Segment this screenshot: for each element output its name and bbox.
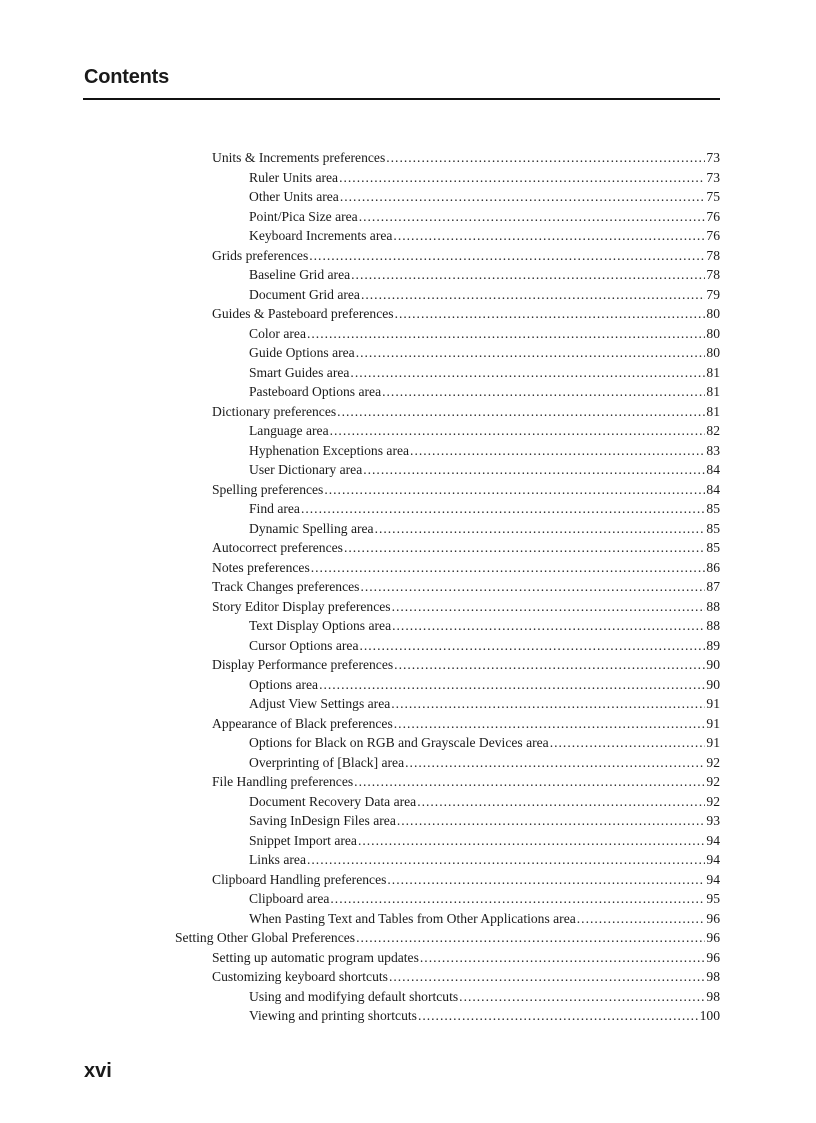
- toc-entry-title: Cursor Options area: [249, 637, 359, 653]
- dot-leader: [387, 870, 705, 890]
- toc-entry: [212, 304, 720, 324]
- toc-entry-title: Smart Guides area: [249, 364, 350, 380]
- toc-entry: [249, 889, 720, 909]
- toc-entry-title: Pasteboard Options area: [249, 384, 382, 399]
- toc-entry: [212, 870, 720, 890]
- toc-entry: [249, 499, 720, 519]
- toc-entry-page: 94: [706, 871, 720, 887]
- toc-entry-title: Dictionary preferences: [212, 403, 337, 419]
- dot-leader: [301, 499, 705, 519]
- toc-entry-page: 92: [706, 774, 720, 789]
- toc-entry-title: Spelling preferences: [212, 481, 324, 497]
- toc-entry-title: Story Editor Display preferences: [212, 598, 391, 614]
- toc-entry-title: Appearance of Black preferences: [212, 715, 393, 731]
- toc-entry-page: 81: [706, 403, 720, 419]
- toc-entry-title: Ruler Units area: [249, 169, 339, 185]
- toc-entry-title: User Dictionary area: [249, 462, 363, 477]
- toc-entry: [249, 519, 720, 539]
- toc-entry-page: 79: [706, 286, 720, 302]
- toc-entry-page: 76: [706, 228, 720, 243]
- dot-leader: [360, 577, 705, 597]
- toc-entry: [249, 285, 720, 305]
- toc-entry-title: Using and modifying default shortcuts: [249, 988, 459, 1004]
- dot-leader: [577, 909, 706, 929]
- toc-entry-title: Keyboard Increments area: [249, 228, 393, 243]
- toc-entry-title: Text Display Options area: [249, 618, 392, 633]
- toc-entry-title: Links area: [249, 852, 306, 867]
- toc-entry-page: 83: [706, 442, 720, 458]
- dot-leader: [337, 402, 705, 422]
- dot-leader: [392, 597, 706, 617]
- toc-entry-page: 80: [706, 306, 720, 321]
- toc-entry-title: Options for Black on RGB and Grayscale Devices area: [249, 735, 549, 750]
- toc-entry: [212, 402, 720, 422]
- toc-entry-title: Overprinting of [Black] area: [249, 754, 405, 770]
- toc-entry: [249, 987, 720, 1007]
- toc-entry: [212, 948, 720, 968]
- toc-entry-page: 84: [706, 481, 720, 497]
- toc-entry-page: 94: [706, 852, 720, 867]
- dot-leader: [340, 187, 706, 207]
- dot-leader: [550, 733, 706, 753]
- toc-entry-page: 80: [706, 325, 720, 341]
- toc-entry-page: 81: [706, 364, 720, 380]
- dot-leader: [459, 987, 705, 1007]
- toc-entry: [212, 597, 720, 617]
- dot-leader: [354, 772, 705, 792]
- toc-entry: [175, 928, 720, 948]
- toc-entry: [249, 460, 720, 480]
- toc-entry: [249, 441, 720, 461]
- toc-entry-title: Dynamic Spelling area: [249, 520, 374, 536]
- toc-entry-title: Baseline Grid area: [249, 267, 351, 282]
- toc-entry: [249, 792, 720, 812]
- toc-entry-page: 86: [706, 559, 720, 575]
- dot-leader: [339, 168, 705, 188]
- toc-entry-title: Point/Pica Size area: [249, 208, 358, 224]
- toc-entry: [212, 246, 720, 266]
- toc-entry-page: 96: [706, 930, 720, 945]
- toc-entry-page: 85: [706, 520, 720, 536]
- dot-leader: [410, 441, 705, 461]
- dot-leader: [375, 519, 706, 539]
- toc-entry-title: Guides & Pasteboard preferences: [212, 306, 394, 321]
- dot-leader: [359, 207, 706, 227]
- dot-leader: [309, 246, 705, 266]
- toc-entry: [212, 967, 720, 987]
- dot-leader: [393, 226, 705, 246]
- toc-entry-page: 96: [706, 949, 720, 965]
- toc-entry-title: File Handling preferences: [212, 774, 354, 789]
- toc-entry-title: Options area: [249, 676, 319, 692]
- toc-entry-page: 91: [706, 696, 720, 711]
- toc-entry: [249, 187, 720, 207]
- toc-entry: [212, 772, 720, 792]
- toc-entry-title: Setting Other Global Preferences: [175, 930, 356, 945]
- toc-entry-title: When Pasting Text and Tables from Other Applications area: [249, 910, 576, 926]
- toc-entry: [249, 265, 720, 285]
- toc-entry-page: 81: [706, 384, 720, 399]
- toc-entry-page: 93: [706, 813, 720, 828]
- dot-leader: [356, 343, 706, 363]
- page-header-title: Contents: [84, 66, 170, 88]
- toc-entry-page: 91: [706, 715, 720, 731]
- toc-entry-page: 78: [706, 267, 720, 282]
- toc-entry: [249, 382, 720, 402]
- toc-entry-page: 80: [706, 345, 720, 360]
- toc-entry-page: 90: [706, 676, 720, 692]
- toc-entry-page: 98: [706, 988, 720, 1004]
- dot-leader: [330, 421, 706, 441]
- toc-entry-title: Guide Options area: [249, 345, 355, 360]
- toc-entry-title: Grids preferences: [212, 247, 309, 263]
- toc-entry-title: Find area: [249, 501, 300, 516]
- toc-entry: [249, 636, 720, 656]
- toc-entry-title: Other Units area: [249, 189, 339, 204]
- toc-entry-page: 90: [706, 657, 720, 672]
- dot-leader: [359, 636, 705, 656]
- toc-entry: [249, 811, 720, 831]
- toc-entry: [249, 324, 720, 344]
- toc-entry-page: 78: [706, 247, 720, 263]
- toc-entry-page: 98: [706, 969, 720, 984]
- toc-entry: [249, 694, 720, 714]
- toc-entry-title: Display Performance preferences: [212, 657, 394, 672]
- dot-leader: [324, 480, 705, 500]
- dot-leader: [382, 382, 705, 402]
- toc-entry-title: Clipboard Handling preferences: [212, 871, 387, 887]
- toc-entry: [212, 714, 720, 734]
- toc-entry-page: 88: [706, 598, 720, 614]
- toc-entry-page: 85: [706, 501, 720, 516]
- toc-entry: [249, 831, 720, 851]
- toc-entry-title: Language area: [249, 423, 329, 438]
- toc-entry-title: Document Recovery Data area: [249, 793, 417, 809]
- dot-leader: [394, 655, 705, 675]
- toc-entry: [249, 207, 720, 227]
- toc-entry: [249, 675, 720, 695]
- toc-entry-page: 73: [706, 150, 720, 165]
- toc-entry: [249, 1006, 720, 1026]
- toc-entry-page: 75: [706, 189, 720, 204]
- toc-entry-title: Color area: [249, 325, 306, 341]
- toc-entry-page: 91: [706, 735, 720, 750]
- toc-entry-title: Track Changes preferences: [212, 579, 360, 594]
- dot-leader: [330, 889, 705, 909]
- dot-leader: [344, 538, 705, 558]
- toc-entry-page: 85: [706, 540, 720, 555]
- toc-entry-title: Clipboard area: [249, 891, 330, 906]
- dot-leader: [363, 460, 705, 480]
- toc-entry-page: 96: [706, 910, 720, 926]
- dot-leader: [311, 558, 706, 578]
- toc-entry-page: 73: [706, 169, 720, 185]
- toc-entry-title: Setting up automatic program updates: [212, 949, 419, 965]
- dot-leader: [395, 304, 706, 324]
- dot-leader: [386, 148, 705, 168]
- dot-leader: [391, 694, 705, 714]
- dot-leader: [392, 616, 705, 636]
- dot-leader: [350, 363, 705, 383]
- toc-entry: [249, 733, 720, 753]
- toc-entry: [212, 655, 720, 675]
- toc-entry: [212, 558, 720, 578]
- dot-leader: [417, 792, 705, 812]
- toc-entry: [212, 538, 720, 558]
- toc-entry-title: Autocorrect preferences: [212, 540, 343, 555]
- toc-entry: [212, 577, 720, 597]
- toc-entry: [212, 148, 720, 168]
- dot-leader: [418, 1006, 699, 1026]
- toc-entry-title: Document Grid area: [249, 286, 360, 302]
- toc-entry: [249, 753, 720, 773]
- toc-entry: [249, 850, 720, 870]
- toc-entry: [249, 363, 720, 383]
- toc-entry-page: 92: [706, 793, 720, 809]
- dot-leader: [351, 265, 705, 285]
- dot-leader: [397, 811, 706, 831]
- dot-leader: [389, 967, 705, 987]
- dot-leader: [420, 948, 706, 968]
- toc-entry-title: Customizing keyboard shortcuts: [212, 969, 388, 984]
- toc-entry: [212, 480, 720, 500]
- toc-entry-title: Hyphenation Exceptions area: [249, 442, 410, 458]
- toc-entry-title: Snippet Import area: [249, 832, 357, 848]
- toc-entry-page: 76: [706, 208, 720, 224]
- header-rule: [83, 98, 720, 100]
- dot-leader: [307, 850, 705, 870]
- toc-entry: [249, 616, 720, 636]
- toc-entry: [249, 226, 720, 246]
- toc-entry-page: 84: [706, 462, 720, 477]
- toc-entry-title: Viewing and printing shortcuts: [249, 1008, 417, 1023]
- toc-entry: [249, 421, 720, 441]
- toc-entry: [249, 168, 720, 188]
- toc-entry-title: Units & Increments preferences: [212, 150, 386, 165]
- toc-entry-title: Saving InDesign Files area: [249, 813, 396, 828]
- dot-leader: [405, 753, 705, 773]
- toc-entry-page: 100: [699, 1008, 720, 1023]
- toc-entry-page: 89: [706, 637, 720, 653]
- toc-entry-page: 95: [706, 891, 720, 906]
- toc-entry: [249, 343, 720, 363]
- dot-leader: [361, 285, 705, 305]
- toc-entry-page: 94: [706, 832, 720, 848]
- toc-entry-title: Adjust View Settings area: [249, 696, 391, 711]
- dot-leader: [356, 928, 705, 948]
- toc-entry-page: 88: [706, 618, 720, 633]
- toc-entry-page: 92: [706, 754, 720, 770]
- toc-entry-title: Notes preferences: [212, 559, 310, 575]
- toc-entry-page: 82: [706, 423, 720, 438]
- dot-leader: [307, 324, 705, 344]
- dot-leader: [394, 714, 706, 734]
- toc-entry: [249, 909, 720, 929]
- dot-leader: [358, 831, 705, 851]
- dot-leader: [319, 675, 705, 695]
- toc-entry-page: 87: [706, 579, 720, 594]
- page-number: xvi: [84, 1060, 112, 1082]
